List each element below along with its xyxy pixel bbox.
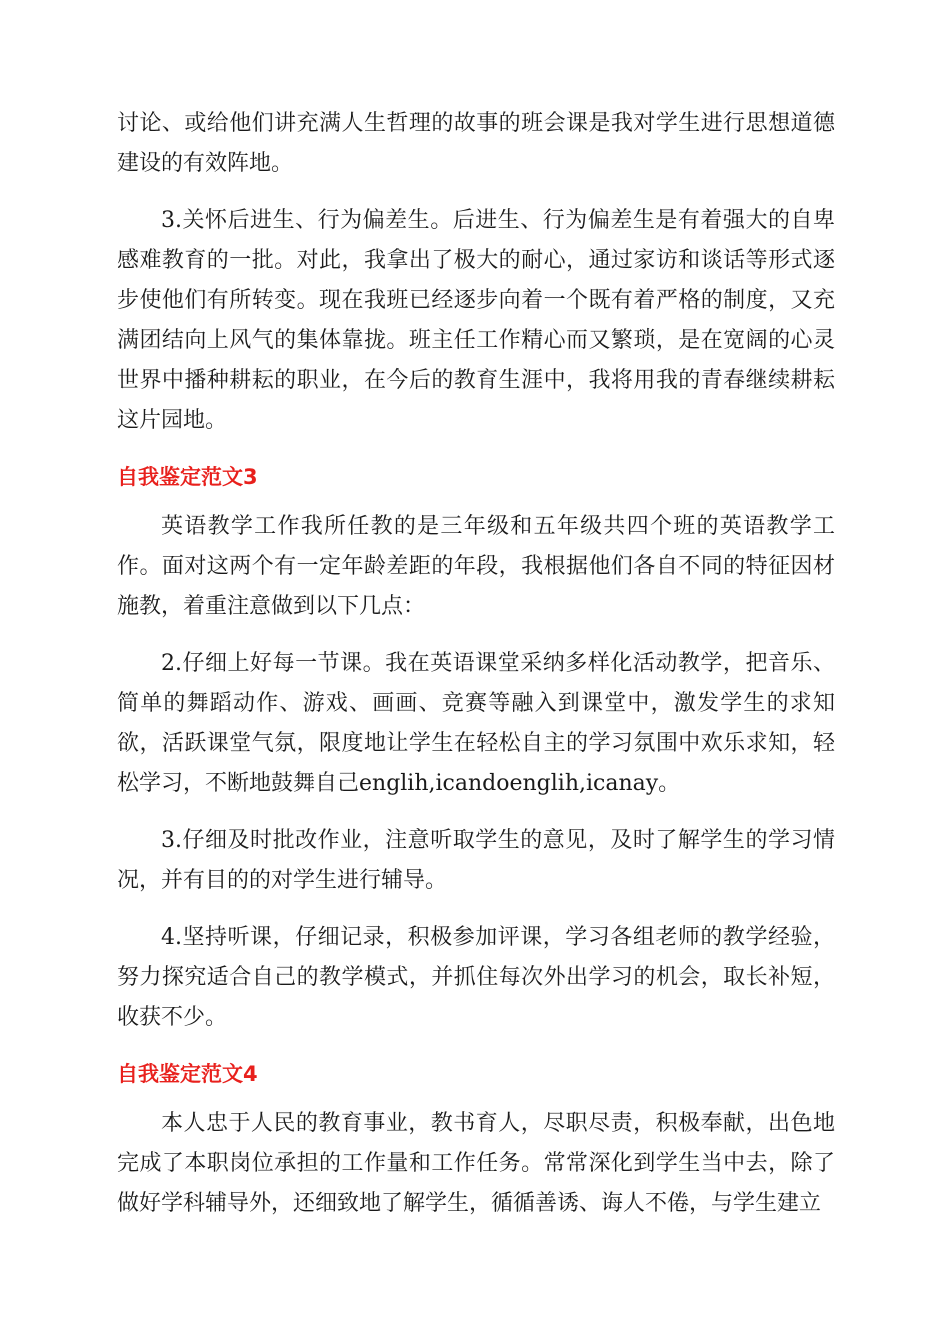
- document-page: [117, 104, 835, 1224]
- paragraph-6: 4.坚持听课，仔细记录，积极参加评课，学习各组老师的教学经验，努力探究适合自己的教学模式，并抓住每次外出学习的机会，取长补短，收获不少。: [117, 925, 835, 1030]
- section-heading-3: 自我鉴定范文3: [117, 465, 258, 489]
- paragraph-3: 英语教学工作我所任教的是三年级和五年级共四个班的英语教学工作。面对这两个有一定年龄差距的年段，我根据他们各自不同的特征因材施教，着重注意做到以下几点：: [117, 514, 835, 619]
- paragraph-2: 3.关怀后进生、行为偏差生。后进生、行为偏差生是有着强大的自卑感难教育的一批。对此，我拿出了极大的耐心，通过家访和谈话等形式逐步使他们有所转变。现在我班已经逐步向着一个既有着严格的制度，又充满团结向上风气的集体靠拢。班主任工作精心而又繁琐，是在宽阔的心灵世界中播种耕耘的职业，在今后的教育生涯中，我将用我的青春继续耕耘这片园地。: [117, 208, 835, 433]
- paragraph-7: 本人忠于人民的教育事业，教书育人，尽职尽责，积极奉献，出色地完成了本职岗位承担的工作量和工作任务。常常深化到学生当中去，除了做好学科辅导外，还细致地了解学生，循循善诱、诲人不倦，与学生建立: [117, 1111, 835, 1216]
- paragraph-1: 讨论、或给他们讲充满人生哲理的故事的班会课是我对学生进行思想道德建设的有效阵地。: [117, 111, 835, 176]
- section-heading-4: 自我鉴定范文4: [117, 1062, 258, 1086]
- paragraph-4: 2.仔细上好每一节课。我在英语课堂采纳多样化活动教学，把音乐、简单的舞蹈动作、游戏、画画、竞赛等融入到课堂中，激发学生的求知欲，活跃课堂气氛，限度地让学生在轻松自主的学习氛围中欢乐求知，轻松学习，不断地鼓舞自己englih,icandoenglih,icanay。: [117, 651, 835, 796]
- paragraph-5: 3.仔细及时批改作业，注意听取学生的意见，及时了解学生的学习情况，并有目的的对学生进行辅导。: [117, 828, 835, 893]
